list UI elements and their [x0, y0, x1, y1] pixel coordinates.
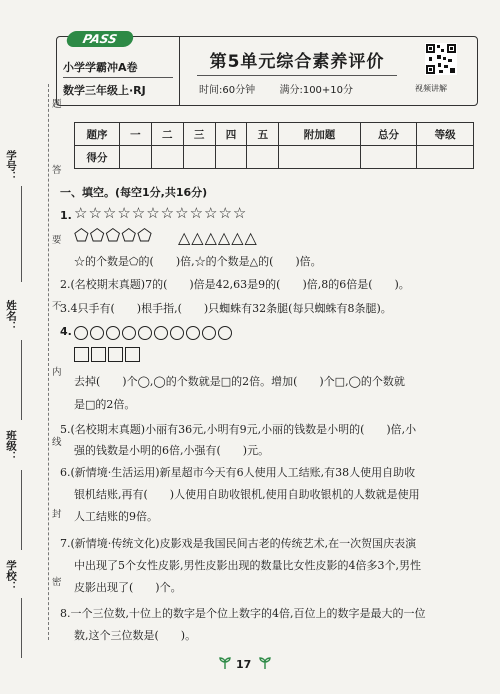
school-label: 学校：: [5, 560, 17, 592]
grade-label: 数学三年级上·RJ: [63, 84, 146, 97]
exam-header: [56, 32, 478, 106]
leaf-right-icon: [258, 656, 272, 670]
table-row: [75, 123, 474, 146]
section-title: 一、填空。(每空1分,共16分): [60, 186, 208, 199]
question-8-line2: 数,这个三位数是( )。: [74, 629, 197, 642]
school-field[interactable]: [21, 598, 22, 658]
question-4-line1: 去掉( )个◯,◯的个数就是□的2倍。增加( )个□,◯的个数就: [74, 375, 405, 388]
table-cell: 五: [247, 123, 279, 146]
seal-char: 封: [52, 509, 62, 520]
question-2-text: 2.(名校期末真题)7的( )倍是42,63是9的( )倍,8的6倍是( )。: [60, 278, 410, 291]
stars-row: ☆☆☆☆☆☆☆☆☆☆☆☆: [74, 204, 248, 222]
full-score: 满分:100+10分: [279, 85, 354, 96]
squares-row: [74, 344, 142, 363]
score-input-cell[interactable]: [279, 146, 360, 169]
score-input-cell[interactable]: [247, 146, 279, 169]
question-6-line3: 人工结账的9倍。: [74, 510, 158, 523]
binding-line: [48, 84, 49, 640]
page-title: 第5单元综合素养评价: [209, 52, 385, 72]
pass-logo: PASS: [65, 31, 134, 47]
score-input-cell[interactable]: [360, 146, 417, 169]
question-1-number: 1.: [60, 209, 72, 222]
seal-char: 题: [52, 99, 62, 110]
seal-char: 密: [52, 577, 62, 588]
class-label: 班级：: [5, 430, 17, 462]
divider: [63, 77, 173, 78]
triangles-row: △△△△△△: [178, 228, 258, 247]
table-cell: 三: [183, 123, 215, 146]
table-row: [75, 146, 474, 169]
question-8-line1: 8.一个三位数,十位上的数字是个位上数字的4倍,百位上的数字是最大的一位: [60, 607, 426, 620]
question-4-number: 4.: [60, 325, 72, 338]
seal-char: 不: [52, 301, 62, 312]
page-number: 17: [236, 658, 252, 671]
pentagons-row: ⬠⬠⬠⬠⬠: [74, 226, 153, 246]
qr-code-icon[interactable]: [425, 43, 457, 75]
seal-char: 答: [52, 165, 62, 176]
score-input-cell[interactable]: [151, 146, 183, 169]
score-input-cell[interactable]: [215, 146, 247, 169]
seal-char: 要: [52, 235, 62, 246]
question-5-line1: 5.(名校期末真题)小丽有36元,小明有9元,小丽的钱数是小明的( )倍,小: [60, 423, 417, 436]
circles-row: [74, 322, 234, 341]
name-label: 姓名：: [5, 300, 17, 332]
table-cell: 二: [151, 123, 183, 146]
table-cell: 题序: [75, 123, 120, 146]
student-number-field[interactable]: [21, 186, 22, 282]
question-7-line3: 皮影出现了( )个。: [74, 581, 182, 594]
score-input-cell[interactable]: [183, 146, 215, 169]
question-7-line1: 7.(新情境·传统文化)皮影戏是我国民间古老的传统艺术,在一次贺国庆表演: [60, 537, 417, 550]
question-5-line2: 强的钱数是小明的6倍,小强有( )元。: [74, 444, 270, 457]
table-cell: 等级: [417, 123, 474, 146]
seal-char: 内: [52, 367, 62, 378]
leaf-left-icon: [218, 656, 232, 670]
question-4-line2: 是□的2倍。: [74, 398, 136, 411]
seal-char: 线: [52, 437, 62, 448]
question-6-line1: 6.(新情境·生活运用)新星超市今天有6人使用人工结账,有38人使用自助收: [60, 466, 416, 479]
video-explain-label: 视频讲解: [415, 84, 447, 93]
table-cell: 附加题: [279, 123, 360, 146]
series-name: 小学学霸冲A卷: [63, 61, 138, 74]
table-cell: 得分: [75, 146, 120, 169]
question-1-text: ☆的个数是⬠的( )倍,☆的个数是△的( )倍。: [74, 255, 322, 268]
score-table: [74, 122, 474, 169]
table-cell: 总分: [360, 123, 417, 146]
student-number-label: 学号：: [5, 150, 17, 182]
table-cell: 四: [215, 123, 247, 146]
question-6-line2: 银机结账,再有( )人使用自助收银机,使用自助收银机的人数就是使用: [74, 488, 420, 501]
time-limit: 时间:60分钟: [199, 85, 256, 96]
question-7-line2: 中出现了5个女性皮影,男性皮影出现的数量比女性皮影的4倍多3个,男性: [74, 559, 421, 572]
class-field[interactable]: [21, 470, 22, 550]
name-field[interactable]: [21, 340, 22, 420]
table-cell: 一: [120, 123, 152, 146]
score-input-cell[interactable]: [120, 146, 152, 169]
divider: [197, 75, 397, 76]
score-input-cell[interactable]: [417, 146, 474, 169]
exam-meta: [199, 81, 353, 96]
question-3-text: 3.4只手有( )根手指,( )只蜘蛛有32条腿(每只蜘蛛有8条腿)。: [60, 302, 392, 315]
